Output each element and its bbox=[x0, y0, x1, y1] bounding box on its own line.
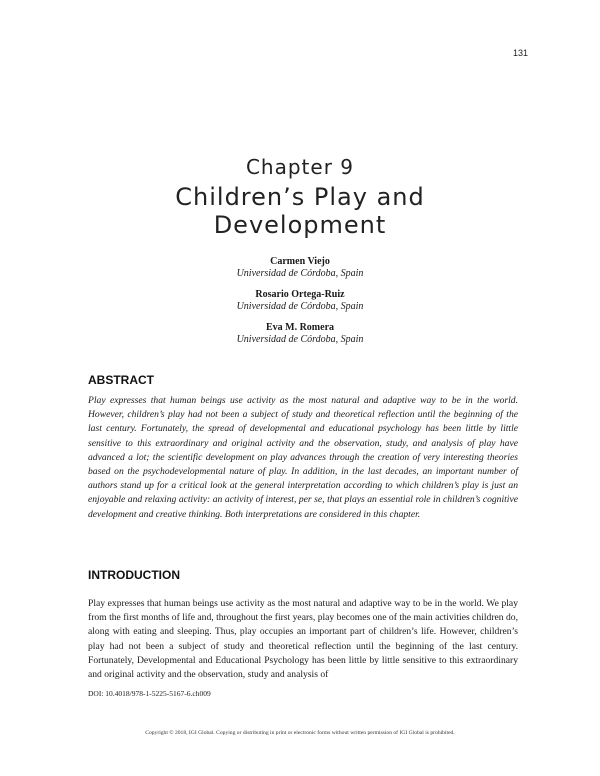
copyright-notice: Copyright © 2018, IGI Global. Copying or distributing in print or electronic forms without written permission of IGI Global is prohibited. bbox=[145, 730, 455, 736]
author-name: Rosario Ortega-Ruiz bbox=[255, 289, 345, 300]
author-block bbox=[0, 256, 600, 280]
introduction-text: Play expresses that human beings use activity as the most natural and adaptive way to be in the world. We play from the first months of life and, throughout the first years, play becomes one of the main activities children do, along with eating and sleeping. Thus, play occupies an important part of children’s life. However, children’s play had not been a subject of study and theoretical reflection until the beginning of the last century. Fortunately, Developmental and Educational Psychology has been little by little sensitive to this extraordinary and original activity and the observation, study and analysis of bbox=[88, 598, 518, 681]
author-affiliation: Universidad de Córdoba, Spain bbox=[236, 334, 364, 345]
author-list bbox=[0, 256, 600, 355]
abstract-heading: ABSTRACT bbox=[88, 373, 154, 387]
chapter-title-line-1: Children’s Play and bbox=[175, 183, 425, 211]
chapter-label: Chapter 9 bbox=[245, 155, 355, 179]
author-block bbox=[0, 289, 600, 313]
abstract-text: Play expresses that human beings use activity as the most natural and adaptive way to be in the world. However, children’s play had not been a subject of study and theoretical reflection until the beginning of the last century. Fortunately, the spread of developmental and educational psychology has been little by little sensitive to this extraordinary and original activity and the observation, study, and analysis of play have advanced a lot; the scientific development on play advances through the creation of very interesting theories based on the psychodevelopmental nature of play. In addition, in the last decades, an important number of authors stand up for a critical look at the general interpretation according to which children’s play is just an enjoyable and relaxing activity: an activity of interest, per se, that plays an essential role in children’s cognitive development and creative thinking. Both interpretations are considered in this chapter. bbox=[88, 395, 518, 520]
introduction-heading: INTRODUCTION bbox=[88, 568, 180, 582]
author-name: Carmen Viejo bbox=[270, 256, 330, 267]
author-name: Eva M. Romera bbox=[265, 322, 335, 333]
author-block bbox=[0, 322, 600, 346]
chapter-title-line-2: Development bbox=[213, 211, 387, 239]
page-number: 131 bbox=[512, 48, 528, 58]
author-affiliation: Universidad de Córdoba, Spain bbox=[236, 268, 364, 279]
doi-footnote: DOI: 10.4018/978-1-5225-5167-6.ch009 bbox=[88, 689, 211, 698]
chapter-title bbox=[0, 183, 600, 239]
author-affiliation: Universidad de Córdoba, Spain bbox=[236, 301, 364, 312]
